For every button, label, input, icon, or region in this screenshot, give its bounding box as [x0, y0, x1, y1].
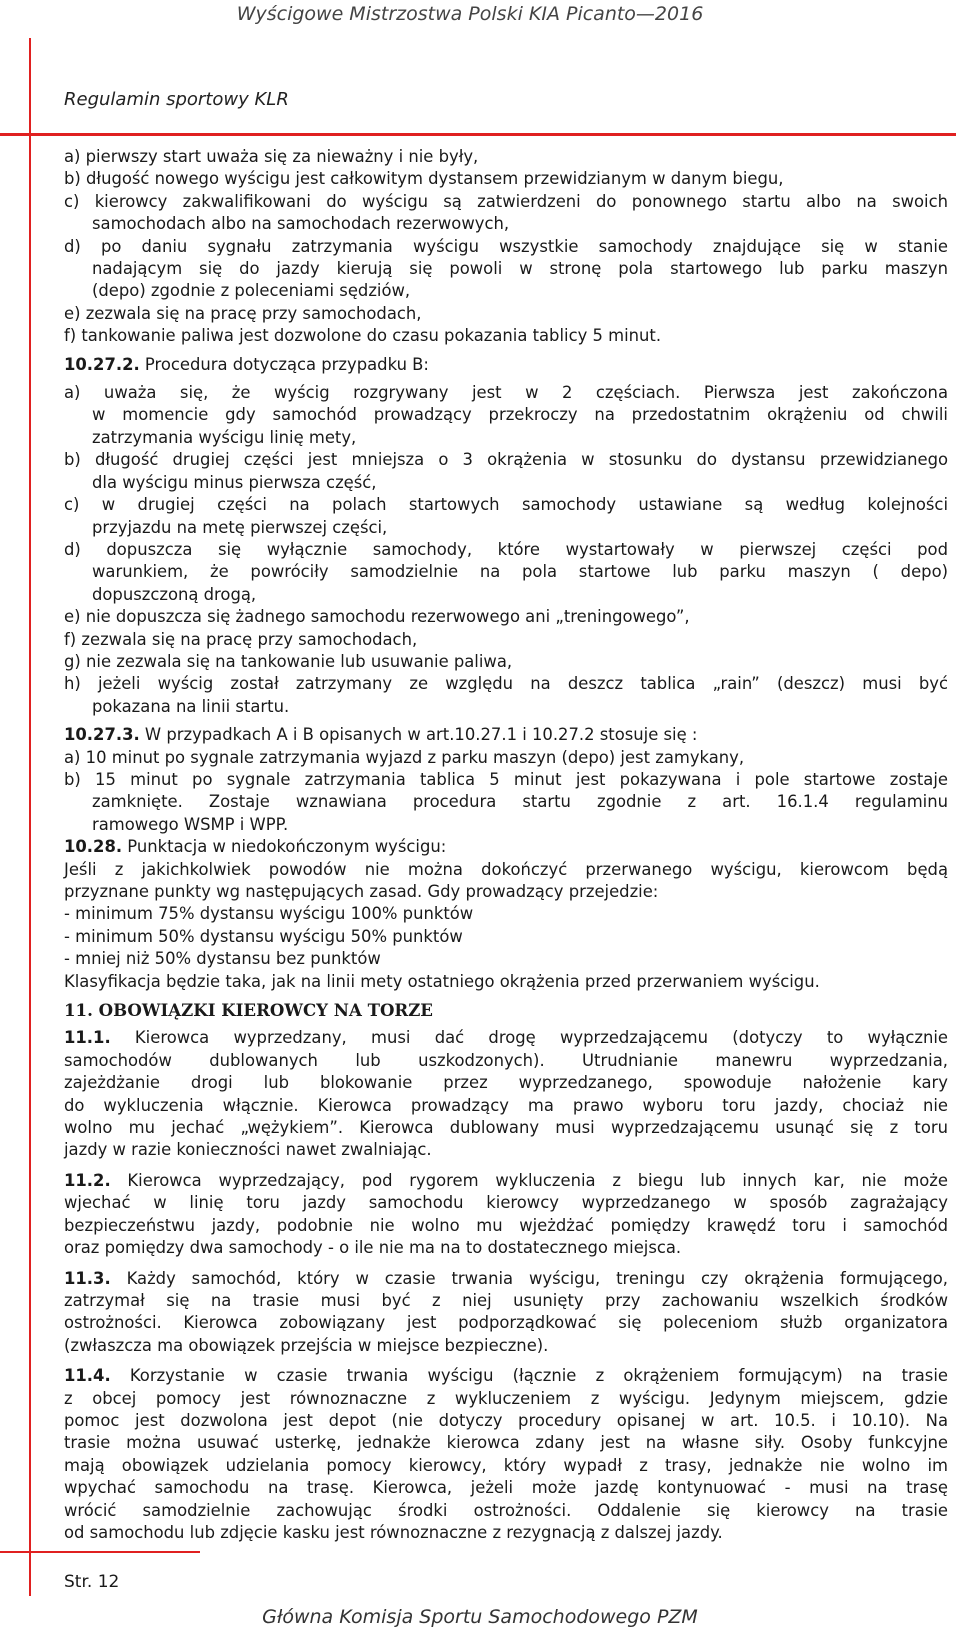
text-line: c) kierowcy zakwalifikowani do wyścigu są zatwierdzeni do ponownego startu albo na swoich [64, 191, 948, 211]
text-line: b) długość nowego wyścigu jest całkowitym dystansem przewidzianym w danym biegu, [64, 169, 784, 189]
header-rule [0, 133, 956, 136]
section-heading: 10.27.3. W przypadkach A i B opisanych w art.10.27.1 i 10.27.2 stosuje się : [64, 725, 698, 745]
paragraph-line: oraz pomiędzy dwa samochody - o ile nie ma na to dostatecznego miejsca. [64, 1238, 682, 1258]
paragraph-line: wrócić samodzielnie zachowując środki ostrożności. Oddalenie się kierowcy na trasie [64, 1500, 948, 1520]
text-line: samochodach albo na samochodach rezerwowych, [92, 214, 510, 234]
text-line: d) po daniu sygnału zatrzymania wyścigu wszystkie samochody znajdujące się w stanie [64, 236, 948, 256]
paragraph-line: z obcej pomocy jest równoznaczne z wykluczeniem z wyścigu. Jedynym miejscem, gdzie [64, 1388, 948, 1408]
text-line: warunkiem, że powróciły samodzielnie na pola startowe lub parku maszyn ( depo) [92, 562, 948, 582]
text-line: dopuszczoną drogą, [92, 584, 257, 604]
paragraph-number: 11.4. [64, 1366, 111, 1386]
paragraph-line: wpychać samochodu na trasę. Kierowca, jeżeli może jazdę kontynuować - musi na trasę [64, 1478, 948, 1498]
paragraph-line: (zwłaszcza ma obowiązek przejścia w miejsce bezpieczne). [64, 1335, 549, 1355]
text-line: e) zezwala się na pracę przy samochodach, [64, 303, 422, 323]
paragraph-line: wolno mu jechać „wężykiem”. Kierowca dublowany musi wyprzedzającemu usunąć się z toru [64, 1118, 948, 1138]
footer-rule [0, 1551, 200, 1553]
document-body [64, 146, 948, 1544]
text-line: zamknięte. Zostaje wznawiana procedura startu zgodnie z art. 16.1.4 regulaminu [92, 792, 948, 812]
text-line: h) jeżeli wyścig został zatrzymany ze względu na deszcz tablica „rain” (deszcz) musi być [64, 674, 948, 694]
paragraph-line: trasie można usuwać usterkę, jednakże kierowca zdany jest na własne siły. Osoby funkcyjne [64, 1433, 948, 1453]
section-number: 10.27.2. [64, 354, 140, 374]
section-heading: 10.28. Punktacja w niedokończonym wyścigu: [64, 837, 447, 857]
text-line: przyjazdu na metę pierwszej części, [92, 517, 388, 537]
chapter-heading: 11. OBOWIĄZKI KIEROWCY NA TORZE [64, 1000, 433, 1021]
paragraph-line: zajeżdżanie drogi lub blokowanie przez wyprzedzanego, spowoduje nałożenie kary [64, 1073, 948, 1093]
text-line: - minimum 75% dystansu wyścigu 100% punktów [64, 904, 474, 924]
text-line: przyznane punkty wg następujących zasad. Gdy prowadzący przejedzie: [64, 882, 659, 901]
text-line: a) pierwszy start uważa się za nieważny i nie były, [64, 147, 479, 166]
text-line: (depo) zgodnie z poleceniami sędziów, [92, 281, 411, 301]
section-heading: 10.27.2. Procedura dotycząca przypadku B: [64, 354, 429, 374]
text-line: dla wyścigu minus pierwsza część, [92, 472, 377, 492]
text-line: b) 15 minut po sygnale zatrzymania tablica 5 minut jest pokazywana i pole startowe zostaje [64, 769, 948, 789]
text-line: g) nie zezwala się na tankowanie lub usuwanie paliwa, [64, 651, 513, 671]
text-line: w momencie gdy samochód prowadzący przekroczy na przedostatnim okrążeniu od chwili [92, 405, 948, 425]
paragraph-line: 11.1. Kierowca wyprzedzany, musi dać drogę wyprzedzającemu (dotyczy to wyłącznie [64, 1028, 948, 1048]
paragraph-line: jazdy w razie konieczności nawet zwalniając. [64, 1140, 432, 1160]
paragraph-number: 11.2. [64, 1170, 111, 1190]
text-line: f) tankowanie paliwa jest dozwolone do czasu pokazania tablicy 5 minut. [64, 326, 662, 346]
paragraph-line: zatrzymał się na trasie musi być z niej usunięty przy zachowaniu wszelkich środków [64, 1290, 948, 1310]
paragraph-line: wjechać w linię toru jazdy samochodu kierowcy wyprzedzanego w sposób zagrażający [64, 1193, 948, 1213]
text-line: - minimum 50% dystansu wyścigu 50% punktów [64, 926, 463, 946]
text-line: pokazana na linii startu. [92, 696, 290, 716]
text-line: Klasyfikacja będzie taka, jak na linii mety ostatniego okrążenia przed przerwaniem wyścigu. [64, 971, 820, 991]
paragraph-line: bezpieczeństwu jazdy, podobnie nie wolno mu wjeżdżać pomiędzy krawędź toru i samochód [64, 1215, 948, 1235]
text-line: e) nie dopuszcza się żadnego samochodu rezerwowego ani „treningowego”, [64, 607, 690, 627]
paragraph-line: mają obowiązek udzielania pomocy kierowcy, który wypadł z trasy, jednakże nie wolno im [64, 1455, 948, 1475]
text-line: b) długość drugiej części jest mniejsza o 3 okrążenia w stosunku do dystansu przewidzianego [64, 450, 948, 470]
text-line: a) uważa się, że wyścig rozgrywany jest w 2 częściach. Pierwsza jest zakończona [64, 383, 948, 403]
text-line: ramowego WSMP i WPP. [92, 814, 289, 834]
section-number: 10.27.3. [64, 725, 140, 745]
paragraph-number: 11.3. [64, 1268, 111, 1288]
paragraph-line: 11.4. Korzystanie w czasie trwania wyścigu (łącznie z okrążeniem formującym) na trasie [64, 1366, 948, 1386]
paragraph-line: pomoc jest dozwolona jest depot (nie dotyczy procedury opisanej w art. 10.5. i 10.10). Na [64, 1410, 948, 1430]
text-line: nadającym się do jazdy kierują się powoli w stronę pola startowego lub parku maszyn [92, 259, 948, 279]
paragraph-number: 11.1. [64, 1028, 111, 1048]
footer-text: Główna Komisja Sportu Samochodowego PZM [262, 1606, 698, 1628]
paragraph-line: samochodów dublowanych lub uszkodzonych). Utrudnianie manewru wyprzedzania, [64, 1050, 948, 1070]
text-line: Jeśli z jakichkolwiek powodów nie można dokończyć przerwanego wyścigu, kierowcom będą [64, 859, 948, 879]
page-number: Str. 12 [64, 1572, 120, 1592]
paragraph-line: 11.2. Kierowca wyprzedzający, pod rygorem wykluczenia z biegu lub innych kar, nie może [64, 1170, 948, 1190]
text-line: f) zezwala się na pracę przy samochodach, [64, 629, 418, 649]
margin-rule-vertical [29, 38, 31, 1596]
header-title: Wyścigowe Mistrzostwa Polski KIA Picanto—2016 [236, 3, 704, 25]
document-subtitle: Regulamin sportowy KLR [64, 89, 289, 110]
paragraph-line: od samochodu lub zdjęcie kasku jest równoznaczne z rezygnacją z dalszej jazdy. [64, 1522, 723, 1542]
text-line: a) 10 minut po sygnale zatrzymania wyjazd z parku maszyn (depo) jest zamykany, [64, 747, 745, 767]
paragraph-line: do wykluczenia włącznie. Kierowca prowadzący ma prawo wyboru toru jazdy, chociaż nie [64, 1095, 948, 1115]
paragraph-line: ostrożności. Kierowca zobowiązany jest podporządkować się poleceniom służb organizatora [64, 1313, 948, 1333]
text-line: d) dopuszcza się wyłącznie samochody, które wystartowały w pierwszej części pod [64, 539, 948, 559]
text-line: c) w drugiej części na polach startowych samochody ustawiane są według kolejności [64, 495, 948, 515]
paragraph-line: 11.3. Każdy samochód, który w czasie trwania wyścigu, treningu czy okrążenia formującego, [64, 1268, 948, 1288]
section-number: 10.28. [64, 837, 123, 857]
text-line: zatrzymania wyścigu linię mety, [92, 427, 357, 447]
text-line: - mniej niż 50% dystansu bez punktów [64, 949, 381, 969]
